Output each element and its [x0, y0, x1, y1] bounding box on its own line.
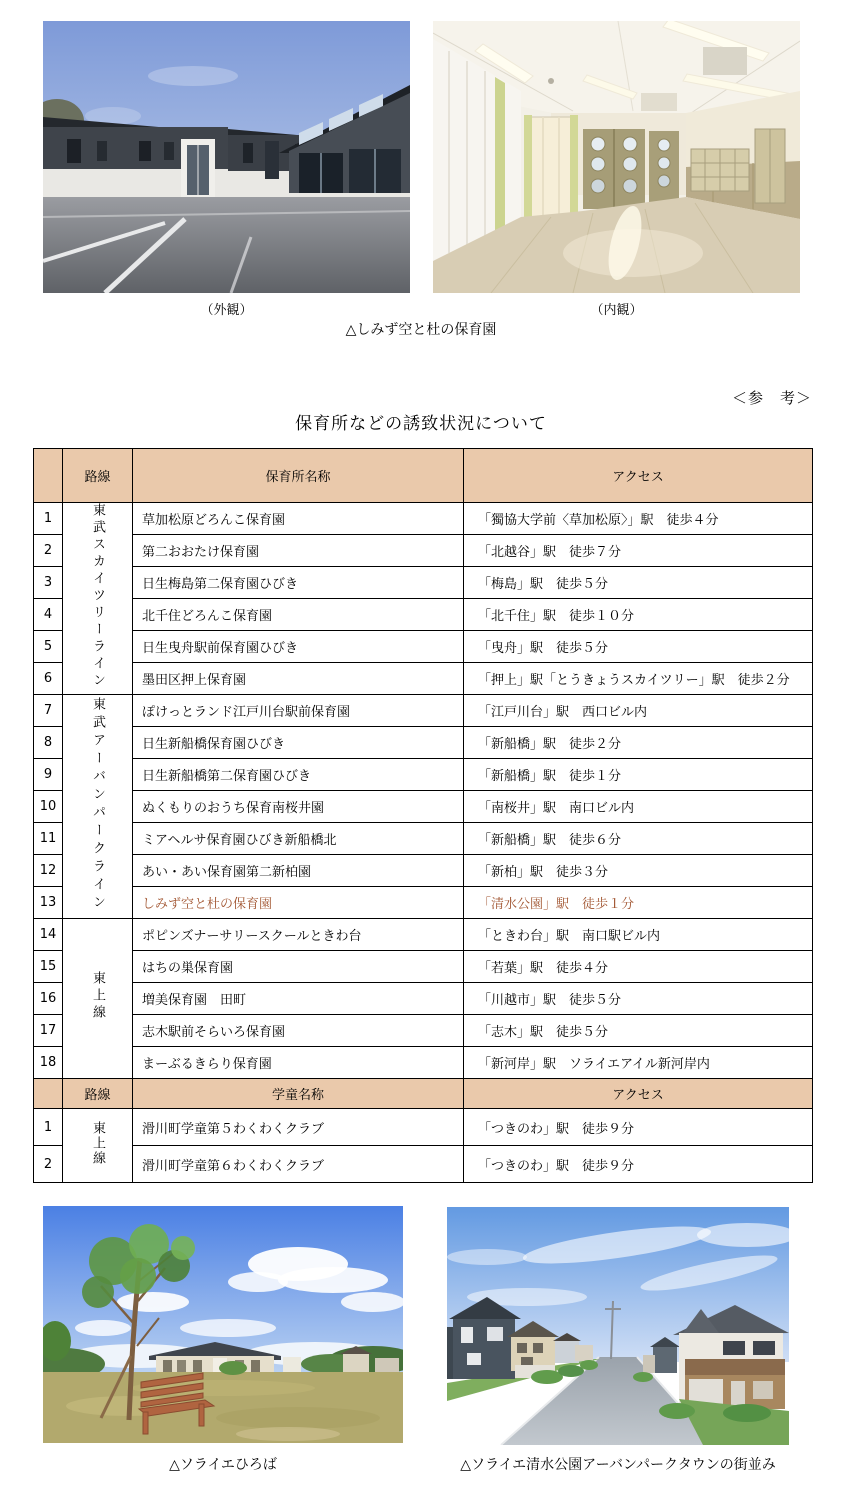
- nursery-name-cell: ポピンズナーサリースクールときわ台: [133, 919, 464, 951]
- access-cell: 「つきのわ」駅 徒歩９分: [464, 1109, 813, 1146]
- nursery-name-cell: 志木駅前そらいろ保育園: [133, 1015, 464, 1047]
- table-row: [34, 759, 813, 791]
- table-row: [34, 855, 813, 887]
- table-row: [34, 823, 813, 855]
- table-row: [34, 1047, 813, 1079]
- nursery-name-header: 保育所名称: [133, 449, 464, 503]
- route-label: 東上線: [90, 1121, 105, 1166]
- access-cell: 「若葉」駅 徒歩４分: [464, 951, 813, 983]
- top-photos-group-caption: △しみず空と杜の保育園: [345, 322, 497, 338]
- access-cell: 「新河岸」駅 ソライエアイル新河岸内: [464, 1047, 813, 1079]
- urban-park-town-illustration: [447, 1207, 789, 1445]
- table-row: [34, 983, 813, 1015]
- nursery-header-row: [34, 449, 813, 503]
- nursery-name-cell: 日生新船橋保育園ひびき: [133, 727, 464, 759]
- row-number: 7: [34, 695, 63, 727]
- nursery-name-cell: 日生新船橋第二保育園ひびき: [133, 759, 464, 791]
- route-label: 東上線: [90, 971, 105, 1022]
- row-number: 1: [34, 1109, 63, 1146]
- table-row: [34, 599, 813, 631]
- gakudo-name-header: 学童名称: [133, 1079, 464, 1109]
- table-row: [34, 919, 813, 951]
- row-number: 9: [34, 759, 63, 791]
- corner-cell: [34, 449, 63, 503]
- row-number: 4: [34, 599, 63, 631]
- nursery-name-cell-shimizu: しみず空と杜の保育園: [133, 887, 464, 919]
- solaie-plaza-illustration: [43, 1206, 403, 1443]
- access-cell: 「志木」駅 徒歩５分: [464, 1015, 813, 1047]
- row-number: 14: [34, 919, 63, 951]
- nursery-name-cell: はちの巣保育園: [133, 951, 464, 983]
- urban-park-town-photo: [447, 1207, 789, 1445]
- row-number: 10: [34, 791, 63, 823]
- access-cell: 「北越谷」駅 徒歩７分: [464, 535, 813, 567]
- table-row: [34, 727, 813, 759]
- nursery-name-cell: あい・あい保育園第二新柏園: [133, 855, 464, 887]
- table-row-highlighted: [34, 887, 813, 919]
- row-number: 8: [34, 727, 63, 759]
- access-cell: 「梅島」駅 徒歩５分: [464, 567, 813, 599]
- table-row: [34, 503, 813, 535]
- row-number: 2: [34, 535, 63, 567]
- access-header: アクセス: [464, 449, 813, 503]
- row-number: 1: [34, 503, 63, 535]
- route-header: 路線: [63, 449, 133, 503]
- row-number: 12: [34, 855, 63, 887]
- nursery-name-cell: ぽけっとランド江戸川台駅前保育園: [133, 695, 464, 727]
- table-row: [34, 791, 813, 823]
- access-cell: 「つきのわ」駅 徒歩９分: [464, 1146, 813, 1183]
- access-cell: 「新船橋」駅 徒歩２分: [464, 727, 813, 759]
- reference-label: ＜参 考＞: [731, 389, 812, 407]
- access-cell: 「南桜井」駅 南口ビル内: [464, 791, 813, 823]
- route-cell-tobu-urban-park-line: [63, 695, 133, 919]
- row-number: 3: [34, 567, 63, 599]
- row-number: 16: [34, 983, 63, 1015]
- row-number: 5: [34, 631, 63, 663]
- table-row: [34, 535, 813, 567]
- nursery-name-cell: ミアヘルサ保育園ひびき新船橋北: [133, 823, 464, 855]
- table-row: [34, 663, 813, 695]
- nursery-name-cell: 日生曳舟駅前保育園ひびき: [133, 631, 464, 663]
- nursery-name-cell: 増美保育園 田町: [133, 983, 464, 1015]
- route-cell-tobu-skytree-line: [63, 503, 133, 695]
- nursery-name-cell: 日生梅島第二保育園ひびき: [133, 567, 464, 599]
- exterior-caption: （外観）: [200, 303, 253, 318]
- table-row: [34, 1015, 813, 1047]
- access-cell: 「ときわ台」駅 南口駅ビル内: [464, 919, 813, 951]
- interior-caption: （内観）: [590, 303, 643, 318]
- table-row: [34, 567, 813, 599]
- nursery-exterior-illustration: [43, 21, 410, 293]
- nursery-name-cell: 墨田区押上保育園: [133, 663, 464, 695]
- route-cell-tojo-line: [63, 919, 133, 1079]
- access-cell: 「新柏」駅 徒歩３分: [464, 855, 813, 887]
- gakudo-header-row: [34, 1079, 813, 1109]
- route-label: 東武アーバンパークライン: [90, 696, 105, 913]
- access-cell: 「新船橋」駅 徒歩１分: [464, 759, 813, 791]
- access-cell: 「曳舟」駅 徒歩５分: [464, 631, 813, 663]
- route-header: 路線: [63, 1079, 133, 1109]
- row-number: 15: [34, 951, 63, 983]
- nursery-interior-photo: [433, 21, 800, 293]
- row-number: 2: [34, 1146, 63, 1183]
- row-number: 17: [34, 1015, 63, 1047]
- nursery-name-cell: 草加松原どろんこ保育園: [133, 503, 464, 535]
- access-cell-shimizu: 「清水公園」駅 徒歩１分: [464, 887, 813, 919]
- table-row: [34, 1146, 813, 1183]
- row-number: 13: [34, 887, 63, 919]
- solaie-plaza-photo: [43, 1206, 403, 1443]
- access-cell: 「新船橋」駅 徒歩６分: [464, 823, 813, 855]
- access-cell: 「獨協大学前〈草加松原〉」駅 徒歩４分: [464, 503, 813, 535]
- access-cell: 「押上」駅「とうきょうスカイツリー」駅 徒歩２分: [464, 663, 813, 695]
- row-number: 18: [34, 1047, 63, 1079]
- nursery-name-cell: まーぶるきらり保育園: [133, 1047, 464, 1079]
- access-header: アクセス: [464, 1079, 813, 1109]
- route-cell-tojo-line-gakudo: [63, 1109, 133, 1183]
- townscape-caption: △ソライエ清水公園アーバンパークタウンの街並み: [460, 1457, 776, 1473]
- nursery-interior-illustration: [433, 21, 800, 293]
- access-cell: 「江戸川台」駅 西口ビル内: [464, 695, 813, 727]
- nursery-exterior-photo: [43, 21, 410, 293]
- access-cell: 「川越市」駅 徒歩５分: [464, 983, 813, 1015]
- nursery-name-cell: 北千住どろんこ保育園: [133, 599, 464, 631]
- route-label: 東武スカイツリーライン: [90, 503, 105, 690]
- table-row: [34, 1109, 813, 1146]
- row-number: 6: [34, 663, 63, 695]
- table-row: [34, 695, 813, 727]
- access-cell: 「北千住」駅 徒歩１０分: [464, 599, 813, 631]
- invitation-status-table: [33, 448, 813, 1183]
- row-number: 11: [34, 823, 63, 855]
- gakudo-name-cell: 滑川町学童第６わくわくクラブ: [133, 1146, 464, 1183]
- table-row: [34, 951, 813, 983]
- page-title: 保育所などの誘致状況について: [295, 414, 547, 434]
- gakudo-name-cell: 滑川町学童第５わくわくクラブ: [133, 1109, 464, 1146]
- corner-cell: [34, 1079, 63, 1109]
- nursery-name-cell: 第二おおたけ保育園: [133, 535, 464, 567]
- plaza-caption: △ソライエひろば: [169, 1457, 277, 1473]
- table-row: [34, 631, 813, 663]
- nursery-name-cell: ぬくもりのおうち保育南桜井園: [133, 791, 464, 823]
